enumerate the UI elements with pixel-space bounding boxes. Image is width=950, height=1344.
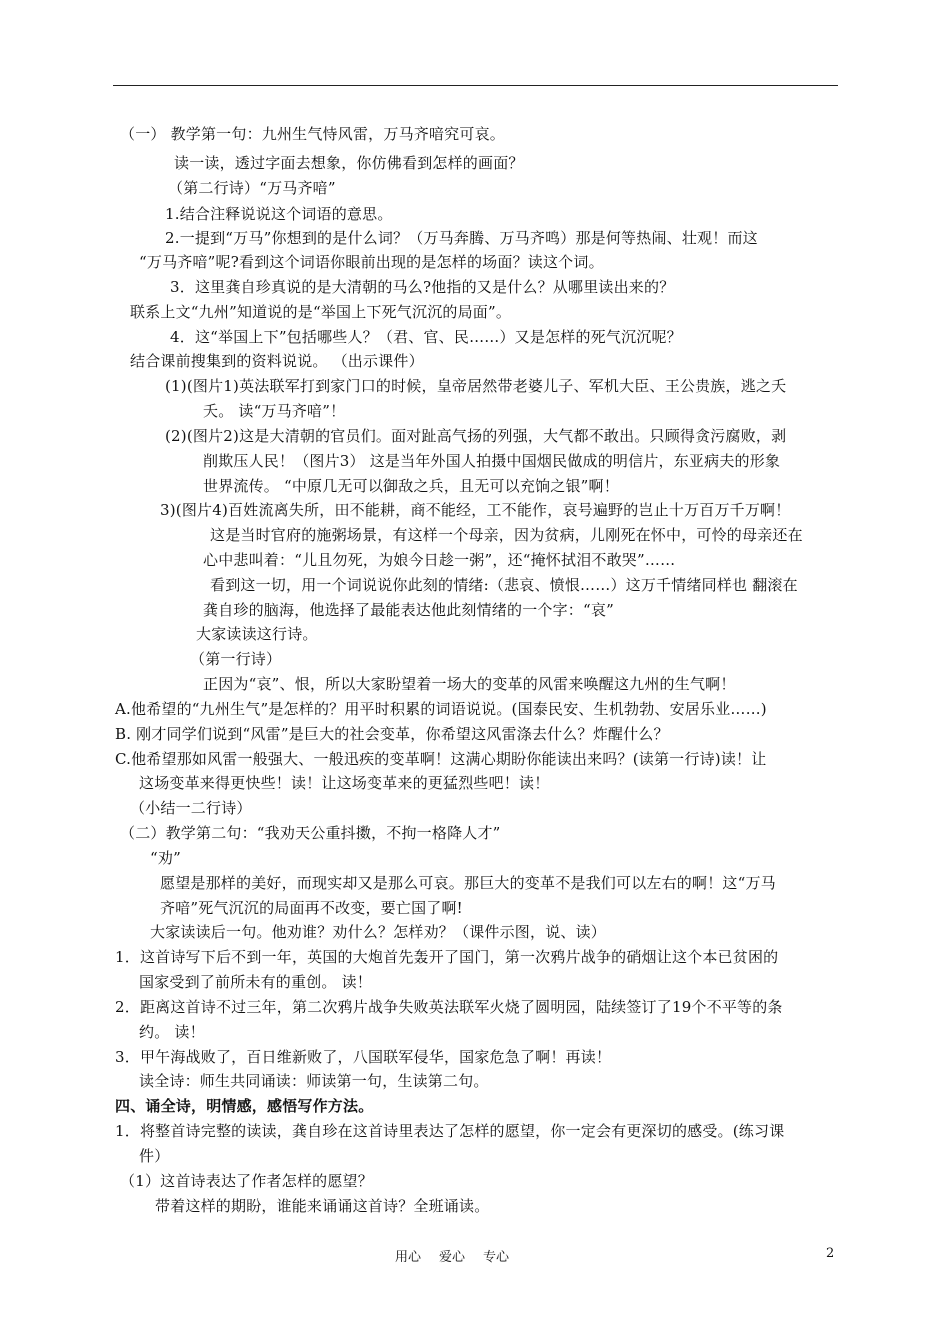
text-line: 约。 读！	[139, 1023, 205, 1041]
text-line: 齐喑”死气沉沉的局面再不改变，要亡国了啊!	[160, 899, 463, 917]
subheading-line-2: （第二行诗）“万马齐喑”	[168, 179, 336, 197]
list-item-4: 4．这“举国上下”包括哪些人？（君、官、民……）又是怎样的死气沉沉呢？	[170, 328, 682, 346]
sub-item-1: （1）这首诗表达了作者怎样的愿望？	[120, 1172, 373, 1190]
picture-1-line: (1)(图片1)英法联军打到家门口的时候，皇帝居然带老婆儿子、军机大臣、王公贵族，逃之夭	[165, 377, 787, 395]
text-line: 看到这一切，用一个词说说你此刻的情绪:（悲哀、愤恨……）这万千情绪同样也 翻滚在	[210, 576, 798, 594]
picture-2-line: (2)(图片2)这是大清朝的官员们。面对趾高气扬的列强，大气都不敢出。只顾得贪污腐败，剥	[165, 427, 787, 445]
text-line: 大家读读这行诗。	[196, 625, 318, 643]
text-line: 龚自珍的脑海，他选择了最能表达他此刻情绪的一个字：“哀”	[203, 601, 614, 619]
text-line: 联系上文“九州”知道说的是“举国上下死气沉沉的局面”。	[130, 303, 512, 321]
section-4-heading: 四、诵全诗，明情感，感悟写作方法。	[115, 1097, 374, 1115]
subheading-line-1: （第一行诗）	[190, 650, 282, 668]
motto-word: 爱心	[439, 1250, 466, 1265]
motto-word: 专心	[483, 1250, 510, 1265]
text-line: 读一读，透过字面去想象，你仿佛看到怎样的画面？	[174, 154, 524, 172]
text-line: 愿望是那样的美好，而现实却又是那么可哀。那巨大的变革不是我们可以左右的啊！这“万马	[160, 874, 776, 892]
list-item-1: 1.结合注释说说这个词语的意思。	[165, 205, 393, 223]
text-line: 件）	[139, 1147, 170, 1165]
text-line: 心中悲叫着：“儿且勿死，为娘今日趁一粥”，还“掩怀拭泪不敢哭”……	[203, 551, 676, 569]
item-c: C.他希望那如风雷一般强大、一般迅疾的变革啊！这满心期盼你能读出来吗？(读第一行诗)读！让	[115, 750, 767, 768]
text-line: 世界流传。 “中原几无可以御敌之兵，且无可以充饷之银”啊！	[203, 477, 619, 495]
list-item-3: 3．这里龚自珍真说的是大清朝的马么?他指的又是什么？从哪里读出来的？	[170, 278, 675, 296]
summary-line: （小结一二行诗）	[130, 799, 252, 817]
page-number: 2	[826, 1246, 835, 1261]
picture-4-line: 3)(图片4)百姓流离失所，田不能耕，商不能经，工不能作，哀号遍野的岂止十万百万千万啊！	[160, 501, 791, 519]
motto-word: 用心	[395, 1250, 422, 1265]
header-rule	[113, 85, 838, 86]
keyword-quan: “劝”	[150, 849, 181, 867]
text-line: 结合课前搜集到的资料说说。 （出示课件）	[130, 352, 424, 370]
item-a: A.他希望的“九州生气”是怎样的？用平时积累的词语说说。(国泰民安、生机勃勃、安居乐业……)	[115, 700, 767, 718]
text-line: 读全诗：师生共同诵读：师读第一句，生读第二句。	[139, 1072, 489, 1090]
numbered-item-3: 3．甲午海战败了，百日维新败了，八国联军侵华，国家危急了啊！再读！	[115, 1048, 612, 1066]
text-line: 削欺压人民！（图片3） 这是当年外国人拍摄中国烟民做成的明信片，东亚病夫的形象	[203, 452, 781, 470]
item-b: B. 刚才同学们说到“风雷”是巨大的社会变革，你希望这风雷涤去什么？炸醒什么？	[115, 725, 669, 743]
text-line: 大家读读后一句。他劝谁？劝什么？怎样劝？（课件示图，说、读）	[150, 923, 607, 941]
text-line: 夭。 读“万马齐喑”！	[203, 402, 346, 420]
numbered-item-1: 1．这首诗写下后不到一年，英国的大炮首先轰开了国门，第一次鸦片战争的硝烟让这个本已贫困的	[115, 948, 779, 966]
footer-motto	[395, 1246, 527, 1265]
text-line: 这场变革来得更快些！读！让这场变革来的更猛烈些吧！读！	[139, 774, 550, 792]
text-line: “万马齐喑”呢?看到这个词语你眼前出现的是怎样的场面？读这个词。	[139, 253, 604, 271]
numbered-item-2: 2．距离这首诗不过三年，第二次鸦片战争失败英法联军火烧了圆明园，陆续签订了19个不平等的条	[115, 998, 783, 1016]
numbered-item-1: 1．将整首诗完整的读读，龚自珍在这首诗里表达了怎样的愿望，你一定会有更深切的感受。(练习课	[115, 1122, 785, 1140]
section-1-heading: （一） 教学第一句：九州生气恃风雷，万马齐喑究可哀。	[120, 125, 505, 143]
text-line: 正因为“哀”、恨，所以大家盼望着一场大的变革的风雷来唤醒这九州的生气啊！	[203, 675, 736, 693]
list-item-2: 2.一提到“万马”你想到的是什么词？（万马奔腾、万马齐鸣）那是何等热闹、壮观！而这	[165, 229, 758, 247]
text-line: 带着这样的期盼，谁能来诵诵这首诗？全班诵读。	[155, 1197, 490, 1215]
section-2-heading: （二）教学第二句：“我劝天公重抖擞，不拘一格降人才”	[120, 824, 501, 842]
text-line: 国家受到了前所未有的重创。 读！	[139, 973, 372, 991]
text-line: 这是当时官府的施粥场景，有这样一个母亲，因为贫病，儿刚死在怀中，可怜的母亲还在	[210, 526, 803, 544]
